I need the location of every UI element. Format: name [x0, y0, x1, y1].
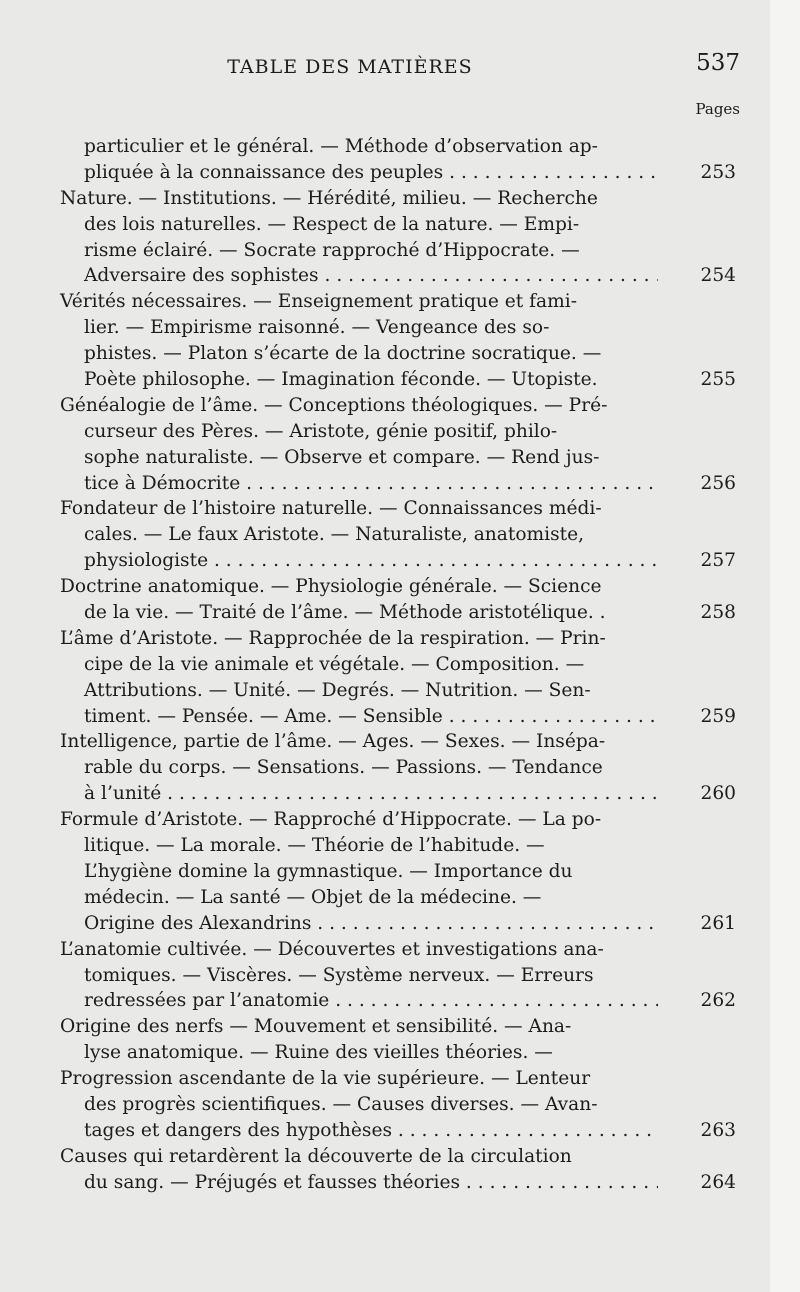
toc-entry — [0, 1066, 770, 1144]
toc-entry-line: curseur des Pères. — Aristote, génie positif, philo- — [84, 420, 558, 442]
toc-entry-line: du sang. — Préjugés et fausses théories . . . — [0, 1170, 658, 1196]
toc-entry-line: tomiques. — Viscères. — Système nerveux. — Erreurs — [84, 964, 594, 986]
toc-entry — [0, 937, 770, 1015]
toc-entry-line: de la vie. — Traité de l’âme. — Méthode aristotélique. . — [84, 602, 606, 624]
toc-entry-line: sophe naturaliste. — Observe et compare. — Rend jus- — [84, 446, 600, 468]
toc-entry-line: Fondateur de l’histoire naturelle. — Connaissances médi- — [60, 498, 602, 520]
toc-page-number: 253 — [700, 161, 736, 183]
toc-entry — [0, 186, 770, 290]
toc-entry-line: des progrès scientifiques. — Causes diverses. — Avan- — [84, 1093, 598, 1115]
toc-entry-line: litique. — La morale. — Théorie de l’habitude. — — [84, 835, 545, 857]
toc-entry-line: Progression ascendante de la vie supérieure. — Lenteur — [60, 1068, 591, 1090]
toc-entry-line: Origine des nerfs — Mouvement et sensibilité. — Ana- — [60, 1016, 572, 1038]
toc-entry — [0, 496, 770, 574]
toc-entry-line: phistes. — Platon s’écarte de la doctrine socratique. — — [84, 343, 602, 365]
toc-entry-line: Attributions. — Unité. — Degrés. — Nutrition. — Sen- — [84, 679, 591, 701]
toc-entry-line: médecin. — La santé — Objet de la médecine. — — [84, 886, 542, 908]
toc-entry-line: Généalogie de l’âme. — Conceptions théologiques. — Pré- — [60, 394, 608, 416]
toc-entry-line: Causes qui retardèrent la découverte de la circulation — [60, 1145, 572, 1167]
toc-entry — [0, 626, 770, 730]
toc-entry-line: L’âme d’Aristote. — Rapprochée de la respiration. — Prin- — [60, 627, 606, 649]
toc-entry-line: L’anatomie cultivée. — Découvertes et investigations ana- — [60, 938, 604, 960]
toc-entry-line: pliquée à la connaissance des peuples . . . — [0, 160, 658, 186]
toc-entry-line: des lois naturelles. — Respect de la nature. — Empi- — [84, 213, 580, 235]
toc-entry-line: rable du corps. — Sensations. — Passions. — Tendance — [84, 757, 603, 779]
toc-entry — [0, 574, 770, 626]
toc-entry-line: particulier et le général. — Méthode d’observation ap- — [84, 136, 598, 157]
toc-entry — [0, 1014, 770, 1066]
toc-entry-line: Doctrine anatomique. — Physiologie générale. — Science — [60, 576, 602, 598]
running-title: TABLE DES MATIÈRES — [227, 56, 473, 78]
toc-entry-line: à l’unité . . . — [0, 781, 658, 807]
toc-entry — [0, 729, 770, 807]
toc-entry-line: cipe de la vie animale et végétale. — Composition. — — [84, 653, 585, 675]
toc-page-number: 261 — [700, 912, 736, 934]
scan-margin — [770, 0, 800, 1292]
toc-entry-line: cales. — Le faux Aristote. — Naturaliste, anatomiste, — [84, 524, 585, 546]
toc-page-number: 262 — [700, 990, 736, 1012]
toc-entry-line: lier. — Empirisme raisonné. — Vengeance des so- — [84, 317, 550, 339]
pages-column-label: Pages — [695, 100, 740, 118]
toc-entry-line: L’hygiène domine la gymnastique. — Importance du — [84, 860, 573, 882]
toc-entry-line: Poète philosophe. — Imagination féconde. — Utopiste. — [84, 369, 598, 391]
toc-entry-line: timent. — Pensée. — Ame. — Sensible . . . — [0, 704, 658, 730]
toc-entry-line: physiologiste . . . — [0, 548, 658, 574]
toc-entry-line: redressées par l’anatomie . . . — [0, 988, 658, 1014]
toc-page-number: 258 — [700, 602, 736, 624]
toc-page-number: 260 — [700, 783, 736, 805]
toc-entry-line: risme éclairé. — Socrate rapproché d’Hippocrate. — — [84, 239, 580, 261]
toc-entry-line: Nature. — Institutions. — Hérédité, milieu. — Recherche — [60, 187, 598, 209]
table-of-contents — [0, 134, 770, 1196]
toc-entry-line: tages et dangers des hypothèses . . . — [0, 1118, 658, 1144]
toc-entry-line: Formule d’Aristote. — Rapproché d’Hippocrate. — La po- — [60, 809, 602, 831]
toc-page-number: 264 — [700, 1171, 736, 1193]
toc-page-number: 257 — [700, 550, 736, 572]
toc-page-number: 254 — [700, 265, 736, 287]
toc-entry-line: lyse anatomique. — Ruine des vieilles théories. — — [84, 1042, 553, 1064]
page-number: 537 — [696, 50, 740, 76]
toc-page-number: 263 — [700, 1119, 736, 1141]
toc-entry-line: Intelligence, partie de l’âme. — Ages. — Sexes. — Insépa- — [60, 731, 606, 753]
toc-page-number: 256 — [700, 472, 736, 494]
toc-page-number: 255 — [700, 369, 736, 390]
toc-entry-line: Adversaire des sophistes . . . — [0, 263, 658, 289]
toc-page-number: 259 — [700, 705, 736, 727]
toc-entry — [0, 393, 770, 497]
toc-entry-line: Origine des Alexandrins . . . — [0, 911, 658, 937]
toc-entry — [0, 1144, 770, 1196]
toc-entry-line: Vérités nécessaires. — Enseignement pratique et fami- — [60, 291, 577, 313]
toc-entry — [0, 289, 770, 393]
toc-entry — [0, 134, 770, 186]
toc-entry — [0, 807, 770, 936]
toc-entry-line: tice à Démocrite . . . — [0, 471, 658, 497]
